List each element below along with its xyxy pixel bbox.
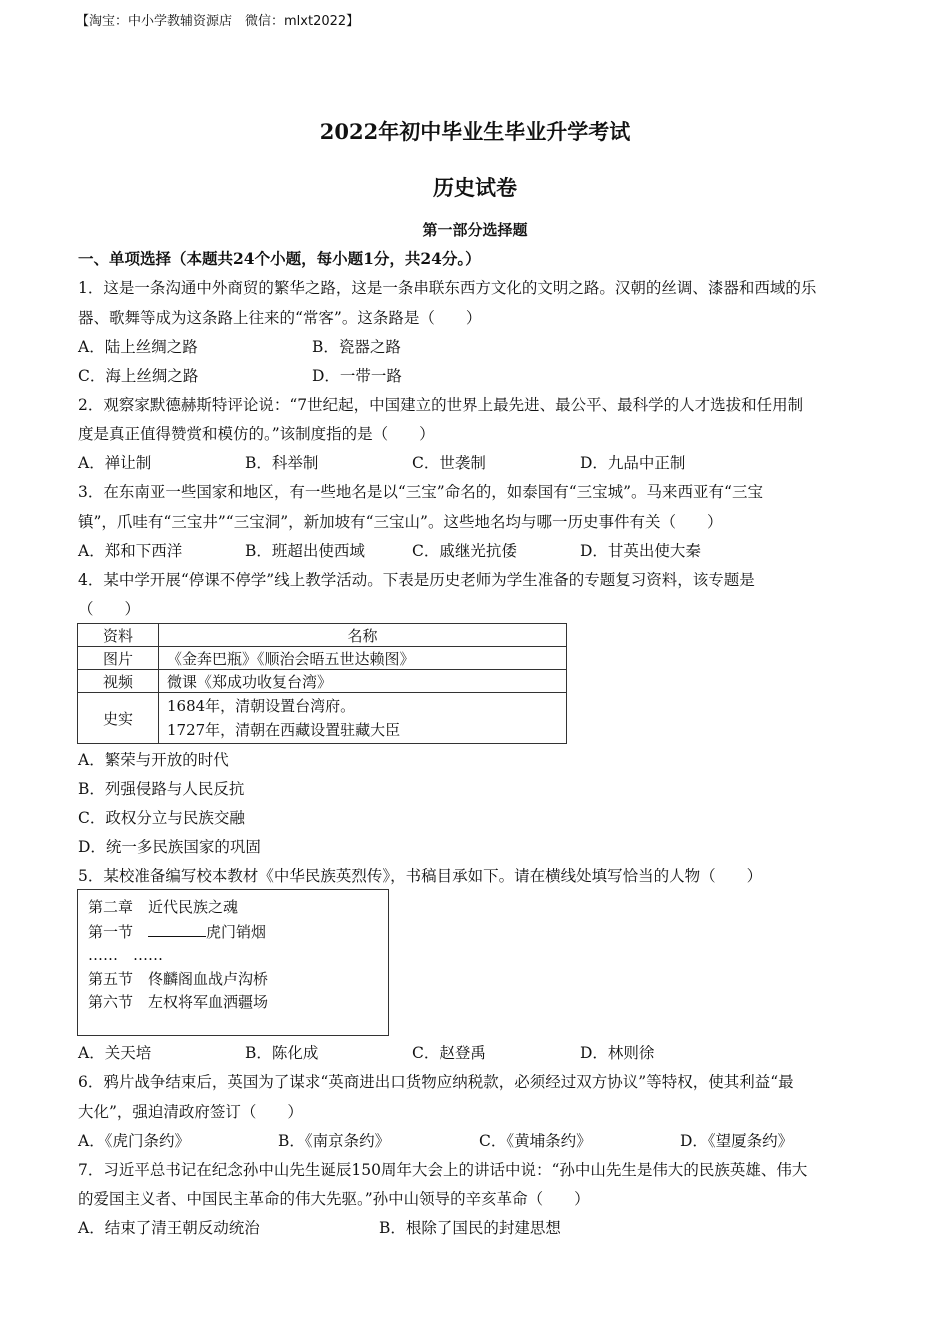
q3-option-c: C．戚继光抗倭 [412,542,517,560]
outline-line: …… …… [88,946,164,964]
q1-option-c: C．海上丝绸之路 [78,367,199,385]
q4-option-b: B．列强侵路与人民反抗 [78,780,245,798]
q6-option-b: B．《南京条约》 [278,1132,391,1150]
q5-stem: 5．某校准备编写校本教材《中华民族英烈传》，书稿目承如下。请在横线处填写恰当的人物（ ） [78,867,763,885]
q4-option-c: C．政权分立与民族交融 [78,809,245,827]
q2-stem-line2: 度是真正值得赞赏和模仿的。”该制度指的是（ ） [78,425,435,443]
q1-option-b: B．瓷器之路 [312,338,401,356]
q7-stem-line1: 7．习近平总书记在纪念孙中山先生诞辰150周年大会上的讲话中说：“孙中山先生是伟大的民族英雄、伟大 [78,1161,808,1179]
outline-line: 第五节 佟麟阁血战卢沟桥 [88,969,269,988]
q2-option-c: C．世袭制 [412,454,486,472]
part-title: 第一部分选择题 [422,221,528,239]
q4-reference-table [77,623,567,744]
q6-stem-line1: 6．鸦片战争结束后，英国为了谋求“英商进出口货物应纳税款，必须经过双方协议”等特权，使其利益“最 [78,1073,794,1091]
q3-option-a: A．郑和下西洋 [78,542,183,560]
q7-stem-line2: 的爱国主义者、中国民主革命的伟大先驱。”孙中山领导的辛亥革命（ ） [78,1190,590,1208]
q5-outline-box [77,889,389,1036]
table-header-cell: 名称 [159,624,567,647]
q5-option-d: D．林则徐 [580,1044,655,1062]
q1-option-a: A．陆上丝绸之路 [78,338,198,356]
table-cell: 微课《郑成功收复台湾》 [159,670,567,693]
watermark: 【淘宝：中小学教辅资源店 微信：mlxt2022】 [76,14,360,29]
table-header-cell: 资料 [78,624,159,647]
q6-option-a: A．《虎门条约》 [78,1132,190,1150]
table-cell: 《金奔巴瓶》《顺治会晤五世达赖图》 [159,647,567,670]
table-cell [159,693,567,744]
table-header-row [78,624,567,647]
outline-line: 第二章 近代民族之魂 [88,898,239,916]
table-row [78,693,567,744]
q4-option-d: D．统一多民族国家的巩固 [78,838,261,856]
q2-option-d: D．九品中正制 [580,454,686,472]
table-row [78,670,567,693]
q7-option-a: A．结束了清王朝反动统治 [78,1219,260,1237]
table-cell-line: 1727年，清朝在西藏设置驻藏大臣 [167,721,401,739]
q6-stem-line2: 大化”，强迫清政府签订（ ） [78,1103,303,1121]
outline-line-suffix: 虎门销烟 [206,922,267,941]
q5-option-c: C．赵登禹 [412,1044,486,1062]
q3-option-b: B．班超出使西域 [245,542,365,560]
outline-line: 第六节 左权将军血洒疆场 [88,993,269,1011]
outline-line-prefix: 第一节 [88,922,149,941]
q3-stem-line2: 镇”，爪哇有“三宝井”“三宝洞”，新加坡有“三宝山”。这些地名均与哪一历史事件有关（ ） [78,513,723,531]
subject-title: 历史试卷 [433,175,517,200]
q3-option-d: D．甘英出使大秦 [580,542,701,560]
table-cell: 视频 [78,670,159,693]
q1-option-d: D．一带一路 [312,367,402,385]
q6-option-d: D．《望厦条约》 [680,1132,794,1150]
q2-option-a: A．禅让制 [78,454,152,472]
q4-stem-line2: （ ） [78,600,141,618]
table-cell-line: 1684年，清朝设置台湾府。 [167,697,356,715]
q7-option-b: B．根除了国民的封建思想 [379,1219,561,1237]
q4-stem-line1: 4．某中学开展“停课不停学”线上教学活动。下表是历史老师为学生准备的专题复习资料，该专题是 [78,571,755,589]
table-cell: 史实 [78,693,159,744]
exam-title: 2022年初中毕业生毕业升学考试 [319,119,631,144]
q1-stem-line2: 器、歌舞等成为这条路上往来的“常客”。这条路是（ ） [78,309,482,327]
fill-blank [148,920,206,937]
q3-stem-line1: 3．在东南亚一些国家和地区，有一些地名是以“三宝”命名的，如泰国有“三宝城”。马来西亚有“三宝 [78,483,763,501]
outline-line [88,920,378,945]
q4-option-a: A．繁荣与开放的时代 [78,751,229,769]
q6-option-c: C．《黄埔条约》 [479,1132,592,1150]
q5-option-b: B．陈化成 [245,1044,319,1062]
table-row [78,647,567,670]
q2-option-b: B．科举制 [245,454,319,472]
section-heading: 一、单项选择（本题共24个小题，每小题1分，共24分。） [78,249,481,268]
q5-option-a: A．关天培 [78,1044,152,1062]
table-cell: 图片 [78,647,159,670]
q1-stem-line1: 1．这是一条沟通中外商贸的繁华之路，这是一条串联东西方文化的文明之路。汉朝的丝调、漆器和西域的乐 [78,279,817,297]
q2-stem-line1: 2．观察家默德赫斯特评论说：“7世纪起，中国建立的世界上最先进、最公平、最科学的人才选拔和任用制 [78,396,804,414]
